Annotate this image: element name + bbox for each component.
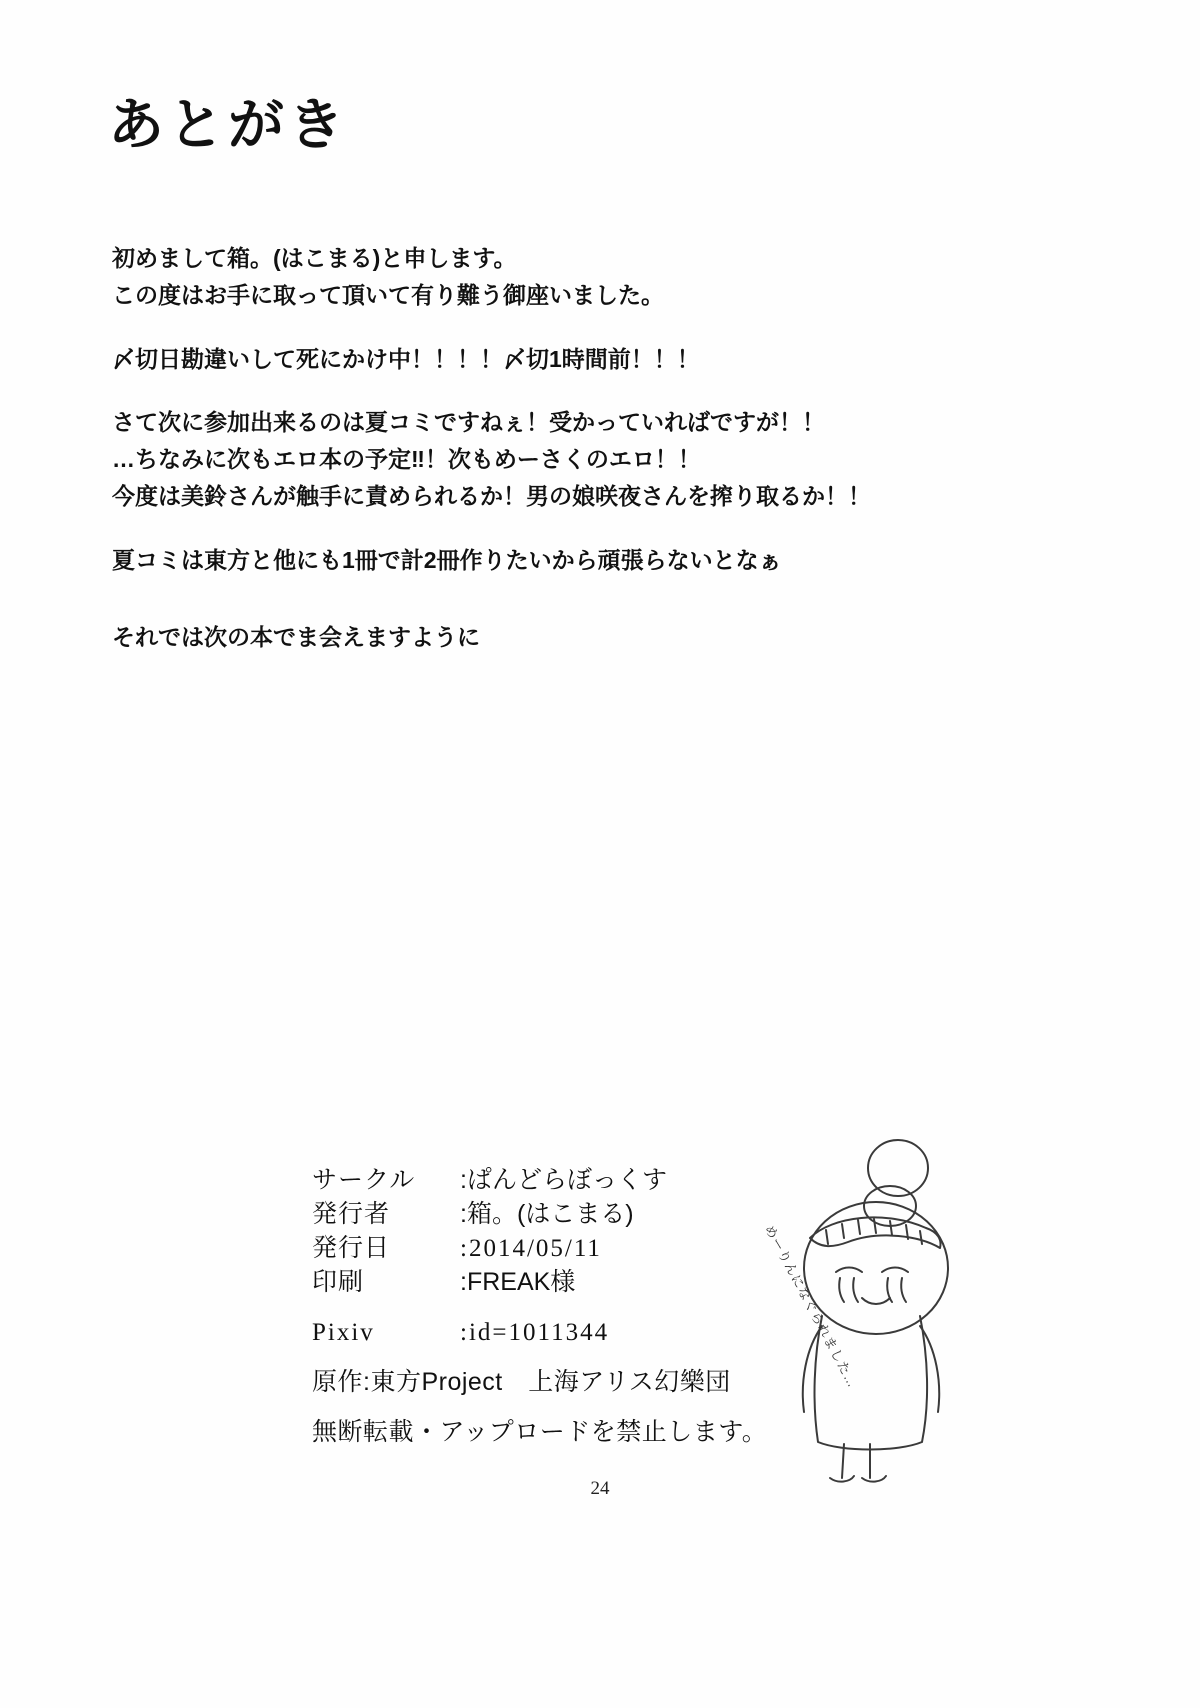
text-line: 初めまして箱。(はこまる)と申します。 (112, 245, 517, 271)
doodle-note-text: めーりんになぐられました… (761, 1222, 861, 1391)
text-line: 今度は美鈴さんが触手に責められるか！男の娘咲夜さんを搾り取るか！！ (112, 483, 871, 510)
colophon-row-publisher (312, 1202, 767, 1227)
colophon-row-circle (312, 1168, 767, 1193)
colophon-gap (312, 1304, 767, 1320)
paragraph-next-event (112, 404, 1012, 516)
colophon-value: :id=1011344 (460, 1319, 610, 1346)
colophon-value: :ぱんどらぼっくす (460, 1166, 667, 1194)
colophon-source: 原作:東方Project 上海アリス幻樂団 (312, 1368, 731, 1396)
text-line: 夏コミは東方と他にも1冊で計2冊作りたいから頑張らないとなぁ (112, 546, 782, 573)
colophon-value: :2014/05/11 (460, 1235, 602, 1262)
colophon-label: 発行日 (312, 1234, 391, 1262)
colophon-label: サークル (312, 1166, 416, 1194)
colophon-row-printer (312, 1270, 767, 1295)
hair-bun-lower-shape (864, 1186, 916, 1226)
tear-left (839, 1278, 844, 1302)
text-line: …ちなみに次もエロ本の予定‼！次もめーさくのエロ！！ (112, 446, 701, 472)
colophon-block (312, 1168, 767, 1454)
page-title: あとがき (108, 93, 348, 156)
colophon-label: 印刷 (312, 1268, 365, 1296)
page-number: 24 (590, 1478, 610, 1499)
paragraph-closing (112, 619, 1012, 656)
colophon-row-date (312, 1236, 767, 1261)
paragraph-spacer (112, 605, 1012, 619)
colophon-row-pixiv (312, 1320, 767, 1345)
hat-stitching (826, 1219, 922, 1244)
colophon-label: Pixiv (312, 1319, 375, 1346)
colophon-value: :FREAK様 (460, 1268, 576, 1296)
text-line: この度はお手に取って頂いて有り難う御座いました。 (112, 282, 664, 309)
text-line: さて次に参加出来るのは夏コミですねぇ！受かっていればですが！！ (112, 408, 825, 435)
tear-left-2 (853, 1278, 858, 1302)
afterword-body (112, 240, 1012, 656)
right-eye (882, 1268, 908, 1273)
colophon-label: 発行者 (312, 1200, 391, 1228)
paragraph-greeting (112, 240, 1012, 315)
tear-right-2 (901, 1278, 906, 1302)
colophon-notice: 無断転載・アップロードを禁止します。 (312, 1418, 768, 1446)
paragraph-plan (112, 542, 1012, 579)
colophon-value: :箱。(はこまる) (460, 1200, 634, 1228)
left-leg (842, 1444, 844, 1478)
mouth (862, 1298, 890, 1304)
text-line: それでは次の本でま会えますように (112, 623, 480, 650)
left-eye (836, 1268, 862, 1273)
paragraph-deadline (112, 341, 1012, 378)
text-line: 〆切日勘違いして死にかけ中！！！！〆切1時間前！！！ (112, 345, 700, 372)
